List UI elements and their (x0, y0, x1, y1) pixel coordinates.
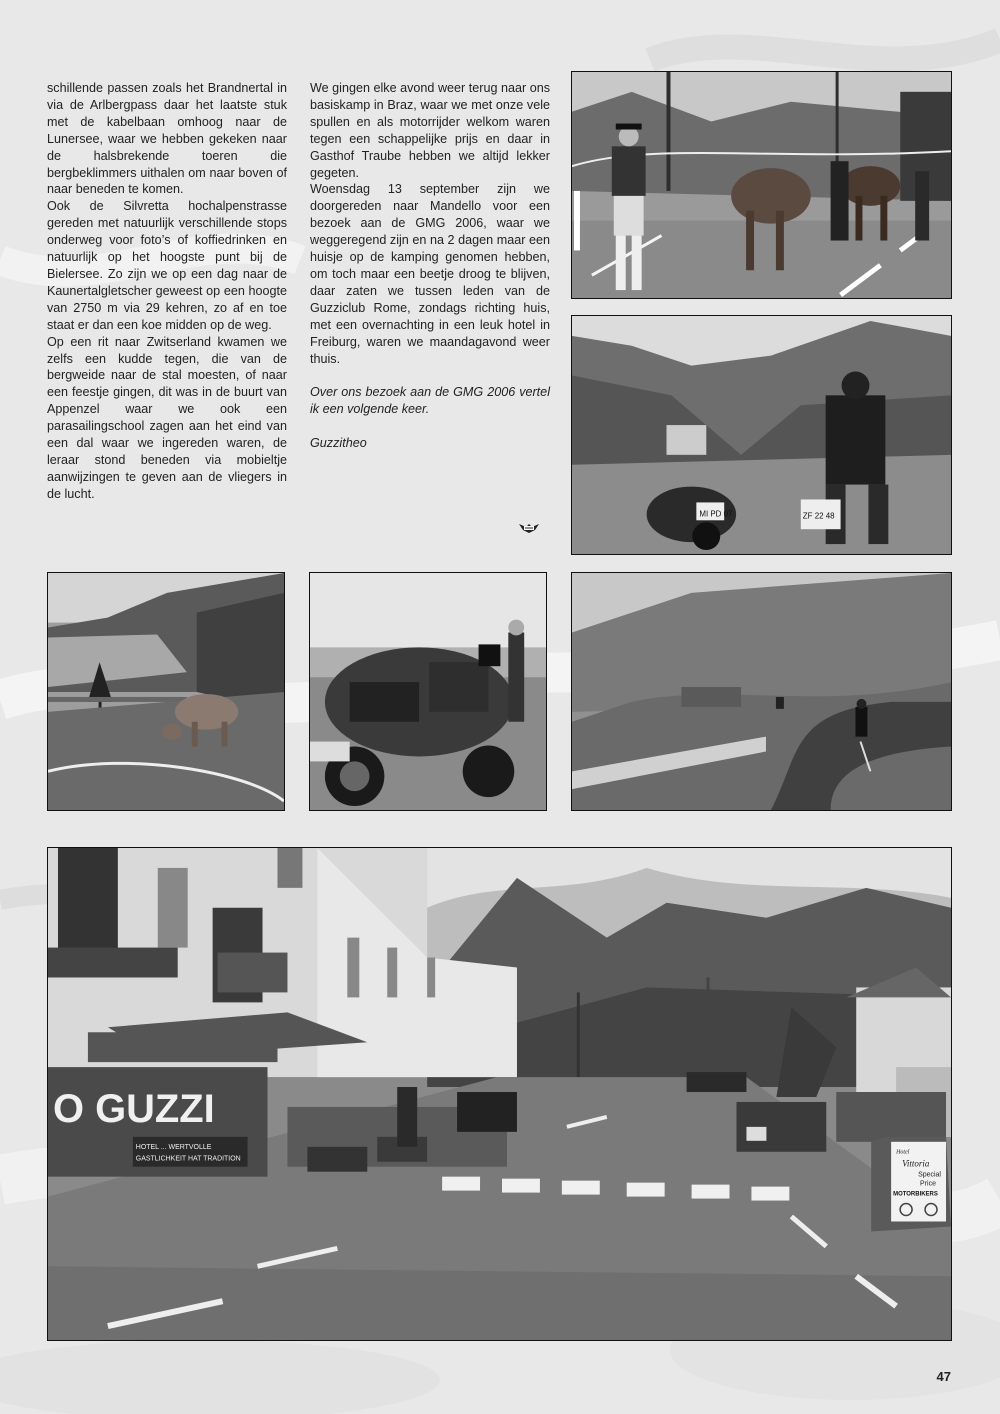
photo-loaded-motorcycle (309, 572, 547, 811)
photo-village-street (47, 847, 952, 1341)
signboard-price: Price (920, 1180, 936, 1188)
signboard-special: Special (918, 1171, 941, 1179)
photo-cattle-procession (571, 71, 952, 299)
paragraph-2: Ook de Silvretta hochalpenstrasse gereden met natuurlijk verschillende stops onderweg voor foto’s of koffiedrinken en natuurlijk op het hoogste punt bij de Bielersee. Zo zijn we op een dag naar de Kaunertalgletscher geweest op een hoogte van 2750 m via 29 kehren, zo af en toe staat er dan een koe midden op de weg. (47, 199, 287, 332)
paragraph-3: Op een rit naar Zwitserland kwamen we zelfs een kudde tegen, die van de bergweide naar de stal moesten, of naar een feestje gingen, dit was in de buurt van Appenzel waar we ook een parasailingschool zagen aan het eind van een dal waar we ingereden waren, de leraar stond beneden via mobieltje aanwijzingen te geven aan de vliegers in de lucht. (47, 334, 287, 501)
signboard-hotel: Hotel (896, 1149, 910, 1156)
hotel-sign-line1: HOTEL ... WERTVOLLE (135, 1143, 212, 1151)
page-number: 47 (936, 1369, 951, 1384)
plate-zf: ZF 22 48 (802, 511, 835, 521)
guzzi-banner-text: O GUZZI (52, 1086, 215, 1131)
eagle-logo-icon (518, 521, 540, 535)
paragraph-5: Woensdag 13 september zijn we doorgereden naar Mandello voor een bezoek aan de GMG 2006, waar we weggeregend zijn en na 2 dagen maar een huisje op de kamping genomen hebben, om toch maar een beetje droog te blijven, daar zaten we tussen leden van de Guzziclub Rome, zondags richting huis, met een overnachting in een leuk hotel in Freiburg, waren we maandagavond weer thuis. (310, 182, 550, 366)
paragraph-1: schillende passen zoals het Brandnertal in via de Arlbergpass daar het laatste stuk met de kabelbaan omhoog naar de Lunersee, waar we hebben gekeken naar de halsbrekende toeren die bergbeklimmers uithalen om naar boven of naar beneden te komen. (47, 81, 287, 197)
photo-valley-overlook (571, 315, 952, 555)
article-column-1 (47, 80, 287, 503)
plate-mi: MI PD 07 (699, 509, 733, 519)
photo-cow-hairpin (47, 572, 285, 811)
hotel-sign-line2: GASTLICHKEIT HAT TRADITION (135, 1155, 241, 1163)
article-column-2 (310, 80, 550, 452)
closing-note: Over ons bezoek aan de GMG 2006 vertel ik een volgende keer. (310, 385, 550, 417)
signboard-name: Vittoria (902, 1158, 930, 1169)
signboard-motorbikers: MOTORBIKERS (893, 1191, 938, 1198)
photo-mountain-pass (571, 572, 952, 811)
author-signature: Guzzitheo (310, 436, 367, 450)
paragraph-4: We gingen elke avond weer terug naar ons basiskamp in Braz, waar we met onze vele spullen en als motorrijder welkom waren tegen een schappelijke prijs en daar in Gasthof Traube hebben we altijd lekker gegeten. (310, 81, 550, 180)
